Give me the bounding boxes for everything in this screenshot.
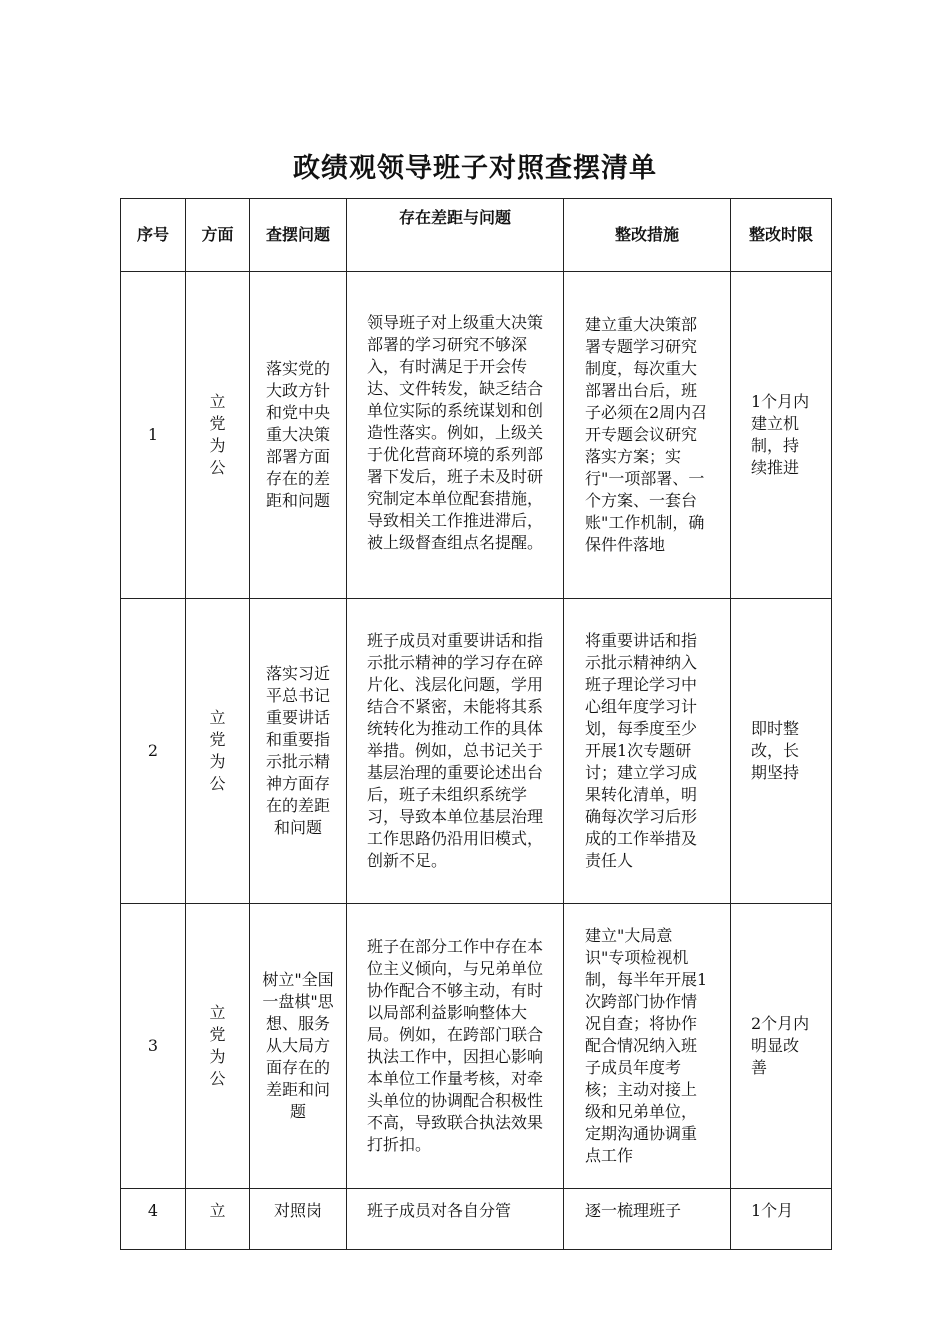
cell-aspect: 立党为公 <box>186 599 250 904</box>
cell-gap: 领导班子对上级重大决策部署的学习研究不够深入，有时满足于开会传达、文件转发，缺乏结合单位实际的系统谋划和创造性落实。例如，上级关于优化营商环境的系列部署下发后，班子未及时研究制定本单位配套措施，导致相关工作推进滞后，被上级督查组点名提醒。 <box>347 272 564 599</box>
cell-measure: 建立重大决策部署专题学习研究制度，每次重大部署出台后，班子必须在2周内召开专题会议研究落实方案；实行"一项部署、一个方案、一套台账"工作机制，确保件件落地 <box>564 272 731 599</box>
page-title: 政绩观领导班子对照查摆清单 <box>293 153 657 184</box>
cell-issue: 树立"全国一盘棋"思想、服务从大局方面存在的差距和问题 <box>250 904 347 1189</box>
cell-aspect: 立党为公 <box>186 272 250 599</box>
table-header-row <box>121 199 832 272</box>
header-aspect: 方面 <box>186 199 250 272</box>
cell-no: 3 <box>121 904 186 1189</box>
cell-measure: 建立"大局意识"专项检视机制，每半年开展1次跨部门协作情况自查；将协作配合情况纳入班子成员年度考核；主动对接上级和兄弟单位，定期沟通协调重点工作 <box>564 904 731 1189</box>
table-row <box>121 599 832 904</box>
header-issue: 查摆问题 <box>250 199 347 272</box>
cell-issue: 对照岗 <box>250 1189 347 1250</box>
header-no: 序号 <box>121 199 186 272</box>
header-measure: 整改措施 <box>564 199 731 272</box>
cell-measure: 逐一梳理班子 <box>564 1189 731 1250</box>
cell-measure: 将重要讲话和指示批示精神纳入班子理论学习中心组年度学习计划，每季度至少开展1次专题研讨；建立学习成果转化清单，明确每次学习后形成的工作举措及责任人 <box>564 599 731 904</box>
table-row <box>121 904 832 1189</box>
cell-deadline: 1个月 <box>731 1189 832 1250</box>
cell-deadline: 2个月内明显改善 <box>731 904 832 1189</box>
cell-issue: 落实习近平总书记重要讲话和重要指示批示精神方面存在的差距和问题 <box>250 599 347 904</box>
cell-aspect: 立党为公 <box>186 904 250 1189</box>
cell-deadline: 1个月内建立机制，持续推进 <box>731 272 832 599</box>
cell-aspect: 立 <box>186 1189 250 1250</box>
table-row <box>121 1189 832 1250</box>
header-deadline: 整改时限 <box>731 199 832 272</box>
table-row <box>121 272 832 599</box>
cell-no: 2 <box>121 599 186 904</box>
cell-gap: 班子在部分工作中存在本位主义倾向，与兄弟单位协作配合不够主动，有时以局部利益影响整体大局。例如，在跨部门联合执法工作中，因担心影响本单位工作量考核，对牵头单位的协调配合积极性不高，导致联合执法效果打折扣。 <box>347 904 564 1189</box>
header-gap: 存在差距与问题 <box>347 199 564 272</box>
cell-deadline: 即时整改，长期坚持 <box>731 599 832 904</box>
cell-no: 1 <box>121 272 186 599</box>
cell-no: 4 <box>121 1189 186 1250</box>
cell-gap: 班子成员对各自分管 <box>347 1189 564 1250</box>
cell-issue: 落实党的大政方针和党中央重大决策部署方面存在的差距和问题 <box>250 272 347 599</box>
cell-gap: 班子成员对重要讲话和指示批示精神的学习存在碎片化、浅层化问题，学用结合不紧密，未能将其系统转化为推动工作的具体举措。例如，总书记关于基层治理的重要论述出台后，班子未组织系统学习，导致本单位基层治理工作思路仍沿用旧模式，创新不足。 <box>347 599 564 904</box>
checklist-table <box>120 198 832 1250</box>
